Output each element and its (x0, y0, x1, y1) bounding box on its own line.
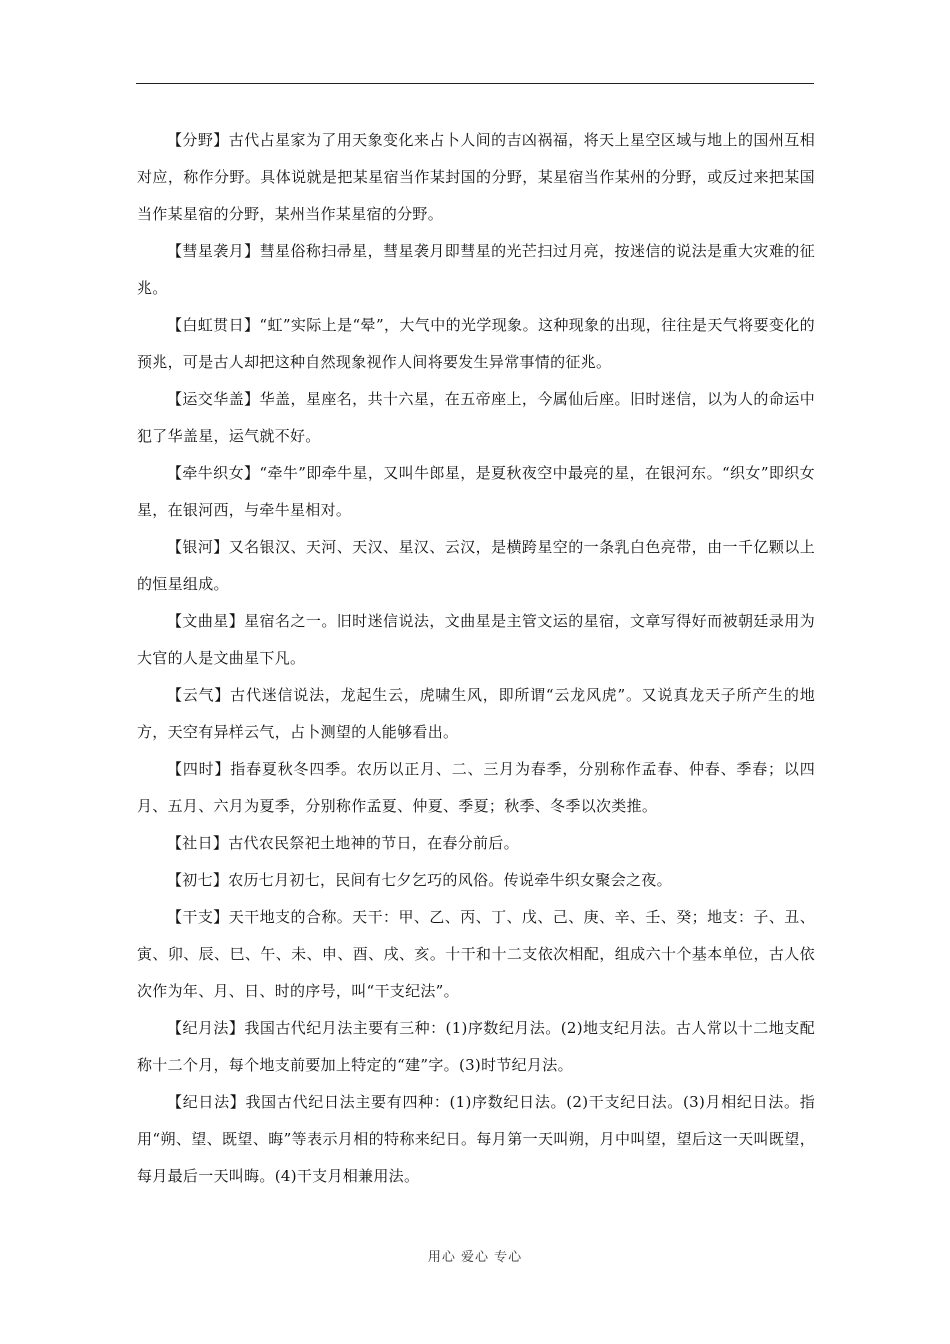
page-footer: 用心 爱心 专心 (427, 1250, 523, 1265)
entry-yunqi: 【云气】古代迷信说法，龙起生云，虎啸生风，即所谓“云龙风虎”。又说真龙天子所产生的地方，天空有异样云气，占卜测望的人能够看出。 (137, 686, 815, 741)
entry-fenye: 【分野】古代占星家为了用天象变化来占卜人间的吉凶祸福，将天上星空区域与地上的国州互相对应，称作分野。具体说就是把某星宿当作某封国的分野，某星宿当作某州的分野，或反过来把某国当作某星宿的分野，某州当作某星宿的分野。 (137, 131, 815, 223)
entry-sheri: 【社日】古代农民祭祀土地神的节日，在春分前后。 (167, 834, 519, 852)
entry-comet-moon: 【彗星袭月】彗星俗称扫帚星，彗星袭月即彗星的光芒扫过月亮，按迷信的说法是重大灾难的征兆。 (137, 242, 815, 297)
entry-cowherd-weaver: 【牵牛织女】“牵牛”即牵牛星，又叫牛郎星，是夏秋夜空中最亮的星，在银河东。“织女”即织女星，在银河西，与牵牛星相对。 (137, 464, 815, 519)
entry-chuqi: 【初七】农历七月初七，民间有七夕乞巧的风俗。传说牵牛织女聚会之夜。 (167, 871, 672, 889)
entry-day-reckoning: 【纪日法】我国古代纪日法主要有四种：(1)序数纪日法。(2)干支纪日法。(3)月相纪日法。指用“朔、望、既望、晦”等表示月相的特称来纪日。每月第一天叫朔，月中叫望，望后这一天叫既望，每月最后一天叫晦。(4)干支月相兼用法。 (137, 1093, 815, 1185)
entry-milky-way: 【银河】又名银汉、天河、天汉、星汉、云汉，是横跨星空的一条乳白色亮带，由一千亿颗以上的恒星组成。 (137, 538, 815, 593)
entry-wenqu-star: 【文曲星】星宿名之一。旧时迷信说法，文曲星是主管文运的星宿，文章写得好而被朝廷录用为大官的人是文曲星下凡。 (137, 612, 815, 667)
header-rule (136, 83, 814, 84)
entry-huagai: 【运交华盖】华盖，星座名，共十六星，在五帝座上，今属仙后座。旧时迷信，以为人的命运中犯了华盖星，运气就不好。 (137, 390, 815, 445)
entry-white-rainbow: 【白虹贯日】“虹”实际上是“晕”，大气中的光学现象。这种现象的出现，往往是天气将要变化的预兆，可是古人却把这种自然现象视作人间将要发生异常事情的征兆。 (137, 316, 815, 371)
entry-four-seasons: 【四时】指春夏秋冬四季。农历以正月、二、三月为春季，分别称作孟春、仲春、季春；以四月、五月、六月为夏季，分别称作孟夏、仲夏、季夏；秋季、冬季以次类推。 (137, 760, 815, 815)
entry-month-reckoning: 【纪月法】我国古代纪月法主要有三种：(1)序数纪月法。(2)地支纪月法。古人常以十二地支配称十二个月，每个地支前要加上特定的“建”字。(3)时节纪月法。 (137, 1019, 815, 1074)
entry-ganzhi: 【干支】天干地支的合称。天干：甲、乙、丙、丁、戊、己、庚、辛、壬、癸；地支：子、丑、寅、卯、辰、巳、午、未、申、酉、戌、亥。十干和十二支依次相配，组成六十个基本单位，古人依次作为年、月、日、时的序号，叫“干支纪法”。 (137, 908, 815, 1000)
document-body (137, 122, 815, 1195)
